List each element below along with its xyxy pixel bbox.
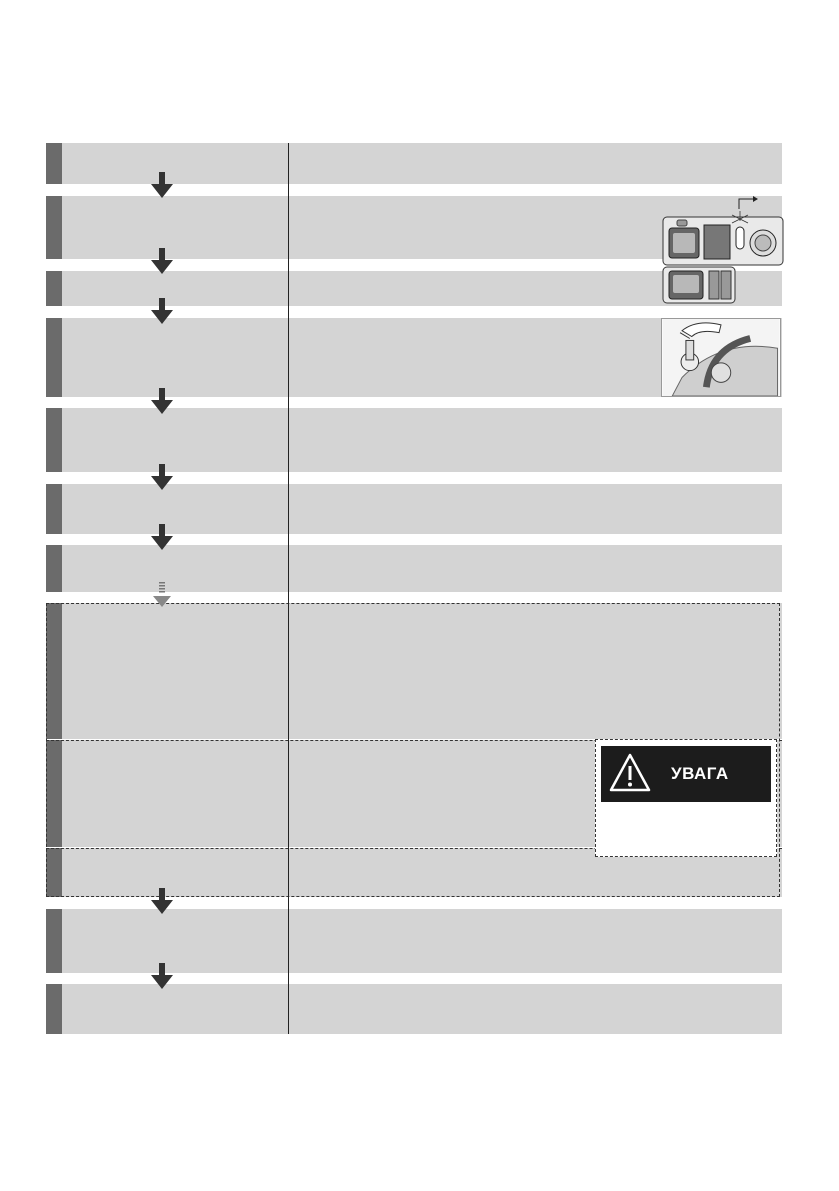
filter-removal-illustration [661, 318, 781, 397]
arrow-down-icon [150, 888, 174, 914]
arrow-down-icon [150, 248, 174, 274]
warning-header [601, 746, 771, 802]
column-divider [288, 143, 289, 1034]
step-row-12 [46, 984, 782, 1034]
step-tab [46, 484, 62, 534]
warning-box [595, 739, 777, 857]
step-tab [46, 318, 62, 397]
warning-triangle-icon [609, 752, 651, 794]
control-panel-illustration [661, 195, 785, 307]
arrow-down-icon [150, 524, 174, 550]
step-tab [46, 545, 62, 592]
optional-arrow-down-icon [150, 582, 174, 608]
step-tab [46, 271, 62, 306]
arrow-down-icon [150, 298, 174, 324]
arrow-down-icon [150, 464, 174, 490]
step-row-5 [46, 408, 782, 472]
arrow-down-icon [150, 388, 174, 414]
step-tab [46, 909, 62, 973]
step-tab [46, 196, 62, 259]
arrow-down-icon [150, 172, 174, 198]
step-tab [46, 143, 62, 184]
warning-label: УВАГА [671, 764, 729, 783]
arrow-down-icon [150, 963, 174, 989]
step-tab [46, 408, 62, 472]
step-tab [46, 984, 62, 1034]
